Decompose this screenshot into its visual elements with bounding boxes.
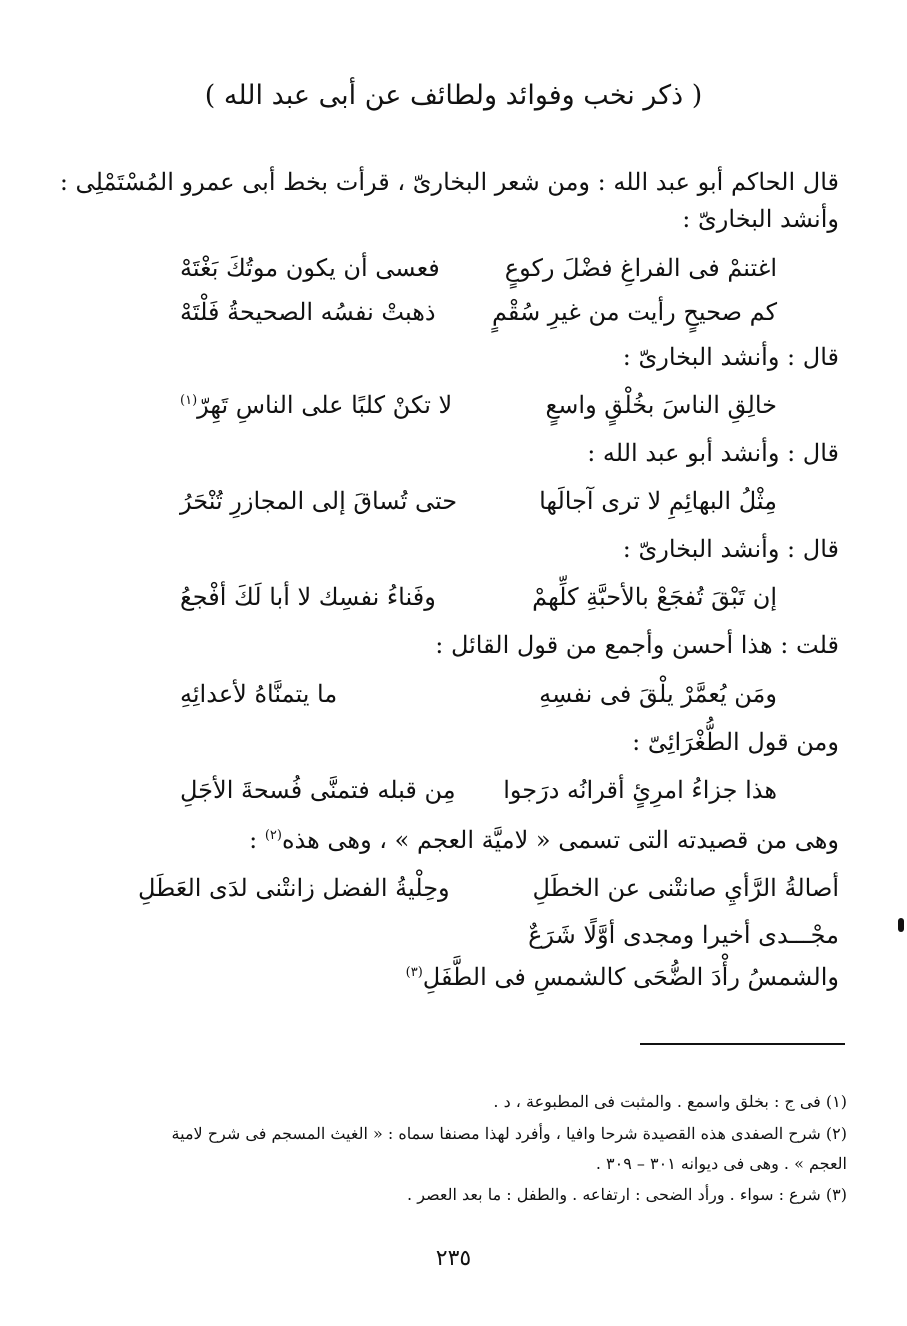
text-line: ومن قول الطُّغْرَائِىّ : (632, 728, 839, 756)
verse-hemistich: مجْـــدى أخيرا ومجدى أوَّلًا شَرَعٌ (528, 921, 839, 949)
verse-hemistich: ذهبتْ نفسُه الصحيحةُ فَلْتَهْ (180, 298, 436, 326)
verse-hemistich: اغتنمْ فى الفراغِ فضْلَ ركوعٍ (504, 254, 777, 282)
verse-line (180, 254, 777, 290)
verse-hemistich: هذا جزاءُ امرِئٍ أقرانُه درَجوا (503, 776, 777, 804)
verse-hemistich: مِن قبله فتمنَّى فُسحةَ الأجَلِ (180, 776, 456, 804)
footnote-marker: (١) (180, 393, 198, 408)
verse-hemistich: أصالةُ الرَّأيِ صانتْنى عن الخطَلِ (532, 874, 839, 902)
verse-text: والشمسُ رأْدَ الضُّحَى كالشمسِ فى الطَّفَلِ (422, 963, 839, 991)
page-title: ( ذكر نخب وفوائد ولطائف عن أبى عبد الله ) (204, 80, 703, 111)
verse-line (180, 583, 777, 619)
verse-hemistich: خالِقِ الناسَ بخُلْقٍ واسعٍ (545, 391, 777, 419)
footnote: العجم » . وهى فى ديوانه ٣٠١ – ٣٠٩ . (595, 1154, 847, 1173)
page-number: ٢٣٥ (435, 1246, 472, 1271)
text-line: قال الحاكم أبو عبد الله : ومن شعر البخارىّ ، قرأت بخط أبى عمرو المُسْتَمْلِى : (59, 168, 839, 196)
text-line: قال : وأنشد أبو عبد الله : (587, 439, 839, 467)
verse-hemistich: فعسى أن يكون موتُكَ بَغْتَهْ (180, 254, 440, 282)
verse-line (138, 921, 839, 957)
text-line: وأنشد البخارىّ : (682, 205, 839, 233)
verse-hemistich: ما يتمنَّاهُ لأعدائِهِ (180, 680, 338, 708)
text-line: قلت : هذا أحسن وأجمع من قول القائل : (435, 631, 839, 659)
verse-line (180, 776, 777, 812)
verse-line (180, 391, 777, 427)
footnote: (١) فى ج : بخلق واسمع . والمثبت فى المطبوعة ، د . (493, 1092, 847, 1111)
verse-line (138, 874, 839, 910)
footnote-marker: (٣) (405, 965, 423, 980)
verse-hemistich: إن تَبْقَ تُفجَعْ بالأحبَّةِ كلِّهمْ (532, 583, 777, 611)
verse-hemistich: ومَن يُعمَّرْ يلْقَ فى نفسِهِ (539, 680, 777, 708)
footnote: (٣) شرع : سواء . ورأد الضحى : ارتفاعه . والطفل : ما بعد العصر . (407, 1185, 847, 1204)
verse-hemistich: وفَناءُ نفسِك لا أبا لَكَ أفْجعُ (180, 583, 436, 611)
verse-line (180, 298, 777, 334)
text-fragment: : (249, 826, 265, 854)
verse-hemistich (406, 963, 839, 991)
verse-hemistich: كم صحيحٍ رأيت من غيرِ سُقْمٍ (491, 298, 777, 326)
margin-mark (898, 918, 904, 932)
footnote: (٢) شرح الصفدى هذه القصيدة شرحا وافيا ، وأفرد لهذا مصنفا سماه : « الغيث المسجم فى شرح لامية (171, 1124, 847, 1143)
verse-hemistich: حتى تُساقَ إلى المجازرِ تُنْحَرُ (180, 487, 458, 515)
verse-hemistich: مِثْلُ البهائِمِ لا ترى آجالَها (539, 487, 777, 515)
verse-hemistich: وحِلْيةُ الفضل زانتْنى لدَى العَطَلِ (138, 874, 450, 902)
footnote-divider (640, 1043, 845, 1045)
verse-hemistich (180, 391, 452, 419)
text-fragment: وهى من قصيدته التى تسمى « لاميَّة العجم » ، وهى هذه (281, 826, 839, 854)
text-line: قال : وأنشد البخارىّ : (622, 343, 839, 371)
footnote-marker: (٢) (264, 828, 282, 843)
verse-text: لا تكنْ كلبًا على الناسِ تَهِرّ (197, 391, 453, 419)
verse-line (138, 963, 839, 999)
text-line: قال : وأنشد البخارىّ : (622, 535, 839, 563)
verse-line (180, 487, 777, 523)
text-line (60, 826, 839, 854)
verse-line (180, 680, 777, 716)
